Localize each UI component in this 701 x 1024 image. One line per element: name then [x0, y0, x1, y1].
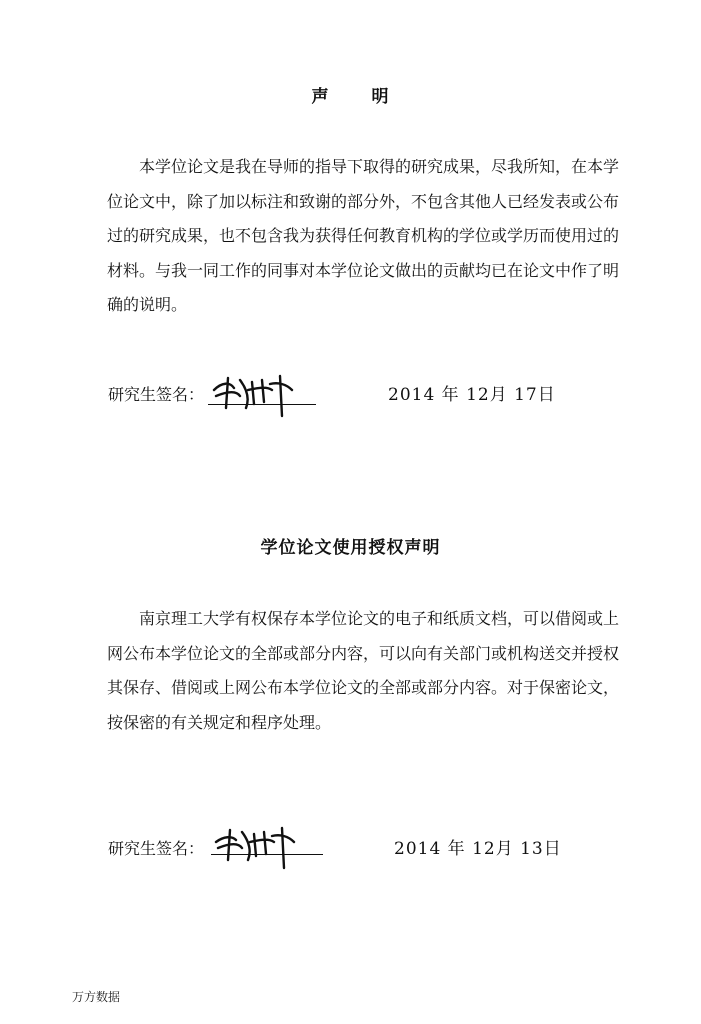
handwritten-signature [206, 822, 306, 872]
signature-date: 2014 年 12月 13日 [394, 839, 562, 859]
signature-date: 2014 年 12月 17日 [388, 385, 556, 405]
watermark-text: 万方数据 [72, 990, 121, 1004]
authorization-paragraph: 南京理工大学有权保存本学位论文的电子和纸质文档，可以借阅或上网公布本学位论文的全部或部分内容，可以向有关部门或机构送交并授权其保存、借阅或上网公布本学位论文的全部或部分内容。对于保密论文，按保密的有关规定和程序处理。 [107, 609, 620, 732]
signature-label: 研究生签名： [108, 385, 205, 404]
signature-label: 研究生签名： [108, 839, 205, 858]
declaration-title-right: 明 [371, 87, 390, 107]
authorization-title: 学位论文使用授权声明 [260, 538, 441, 558]
declaration-signature-row [108, 374, 588, 414]
declaration-paragraph: 本学位论文是我在导师的指导下取得的研究成果，尽我所知，在本学位论文中，除了加以标注和致谢的部分外，不包含其他人已经发表或公布过的研究成果，也不包含我为获得任何教育机构的学位或学历而使用过的材料。与我一同工作的同事对本学位论文做出的贡献均已在论文中作了明确的说明。 [107, 157, 620, 314]
declaration-title [0, 82, 701, 107]
declaration-title-left: 声 [311, 87, 330, 107]
authorization-signature-row [108, 828, 588, 868]
handwritten-signature [206, 368, 306, 418]
